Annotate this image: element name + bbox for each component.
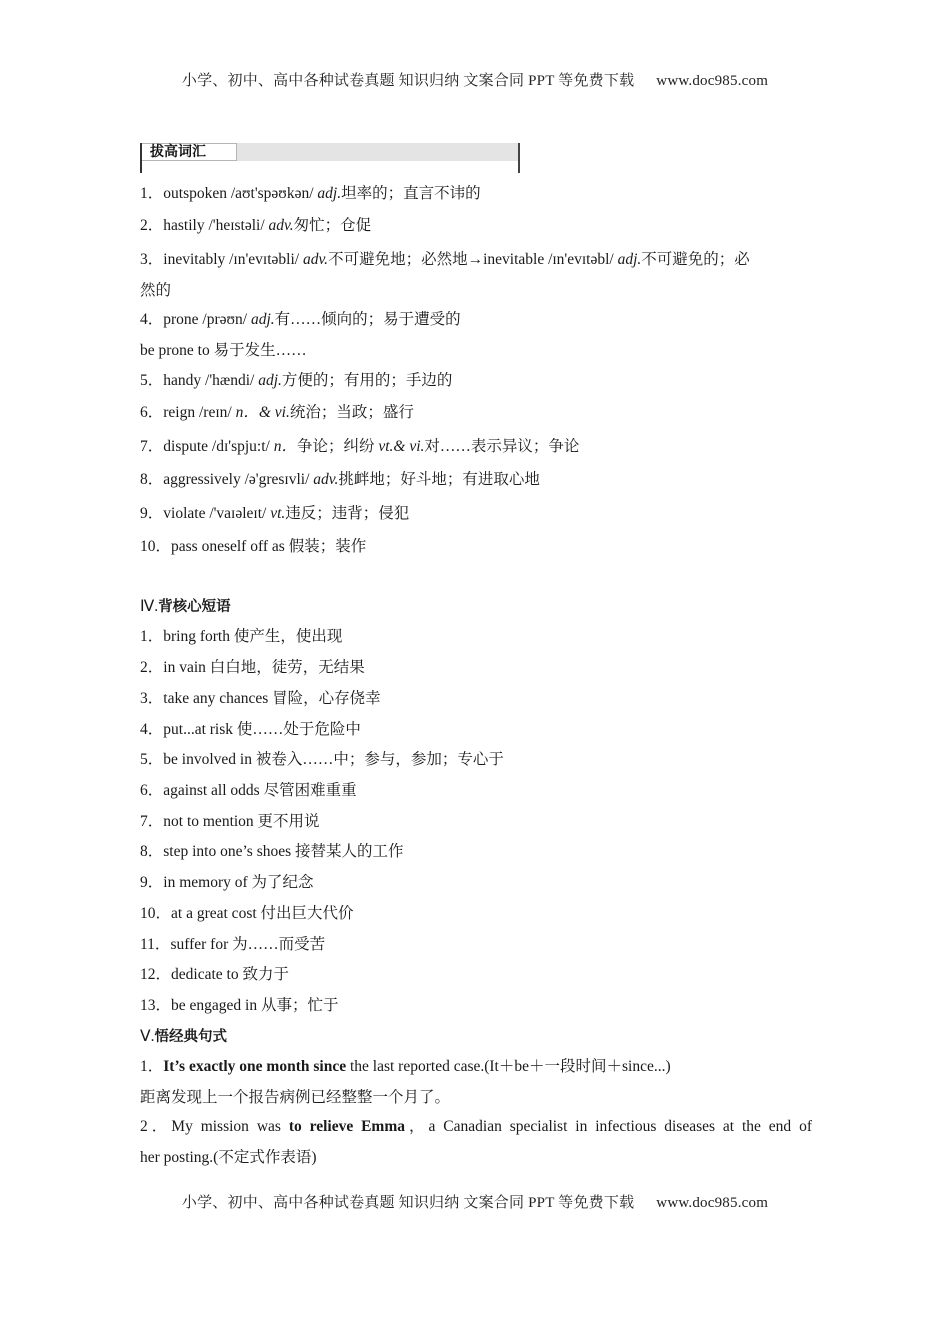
divider [518, 143, 520, 173]
phrase-item: 3．take any chances 冒险，心存侥幸 [140, 690, 381, 707]
phrase-item: 1．bring forth 使产生，使出现 [140, 628, 343, 645]
vocab-item: 10．pass oneself off as 假装；装作 [140, 538, 367, 555]
phrase-item: 6．against all odds 尽管困难重重 [140, 782, 357, 799]
vocab-sub-phrase: be prone to 易于发生…… [140, 342, 307, 359]
phrase-item: 13．be engaged in 从事；忙于 [140, 997, 339, 1014]
phrase-item: 5．be involved in 被卷入……中；参与，参加；专心于 [140, 751, 504, 768]
sentence-continuation: her posting.(不定式作表语) [140, 1149, 317, 1166]
vocab-item: 5．handy /'hændi/ adj.方便的；有用的；手边的 [140, 372, 453, 389]
banner-text: 小学、初中、高中各种试卷真题 知识归纳 文案合同 PPT 等免费下载 [181, 73, 635, 89]
vocab-item: 4．prone /prəʊn/ adj.有……倾向的；易于遭受的 [140, 311, 461, 328]
vocab-item: 8．aggressively /ə'gresɪvli/ adv.挑衅地；好斗地；有进取心地 [140, 471, 540, 488]
phrase-item: 12．dedicate to 致力于 [140, 966, 289, 983]
phrases-section-heading: Ⅳ.背核心短语 [140, 598, 231, 615]
phrase-item: 9．in memory of 为了纪念 [140, 874, 314, 891]
phrase-item: 10．at a great cost 付出巨大代价 [140, 905, 354, 922]
header-banner [0, 69, 950, 90]
arrow-right-icon: → [467, 251, 484, 268]
vocab-item: 1．outspoken /aʊt'spəʊkən/ adj.坦率的；直言不讳的 [140, 185, 481, 202]
vocab-item: 6．reign /reɪn/ n．& vi.统治；当政；盛行 [140, 404, 414, 421]
phrase-item: 2．in vain 白白地，徒劳，无结果 [140, 659, 365, 676]
sentences-section-heading: Ⅴ.悟经典句式 [140, 1028, 227, 1045]
vocab-item: 3．inevitably /ɪn'evɪtəbli/ adv.不可避免地；必然地→inevitable /ɪn'evɪtəbl/ adj.不可避免的；必 [140, 251, 750, 268]
vocab-item: 2．hastily /'heɪstəli/ adv.匆忙；仓促 [140, 217, 372, 234]
sentence-translation: 距离发现上一个报告病例已经整整一个月了。 [140, 1089, 451, 1106]
sentence-item: 2．My mission was to relieve Emma，a Canadian specialist in infectious diseases at the end of [140, 1118, 812, 1135]
phrase-item: 8．step into one’s shoes 接替某人的工作 [140, 843, 404, 860]
footer-banner [0, 1191, 950, 1212]
vocab-section-header [140, 143, 520, 173]
vocab-item: 9．violate /'vaɪəleɪt/ vt.违反；违背；侵犯 [140, 505, 410, 522]
vocab-item-continuation: 然的 [140, 282, 172, 299]
vocab-item: 7．dispute /dɪ'spju:t/ n．争论；纠纷 vt.& vi.对……表示异议；争论 [140, 438, 580, 455]
sentence-item: 1．It’s exactly one month since the last reported case.(It＋be＋一段时间＋since...) [140, 1058, 671, 1075]
phrase-item: 4．put...at risk 使……处于危险中 [140, 721, 361, 738]
phrase-item: 7．not to mention 更不用说 [140, 813, 320, 830]
section-title: 拔高词汇 [142, 143, 237, 161]
phrase-item: 11．suffer for 为……而受苦 [140, 936, 326, 953]
banner-site-link[interactable]: www.doc985.com [656, 73, 769, 89]
banner-site-link[interactable]: www.doc985.com [656, 1195, 769, 1211]
banner-text: 小学、初中、高中各种试卷真题 知识归纳 文案合同 PPT 等免费下载 [181, 1195, 635, 1211]
divider [140, 143, 142, 173]
